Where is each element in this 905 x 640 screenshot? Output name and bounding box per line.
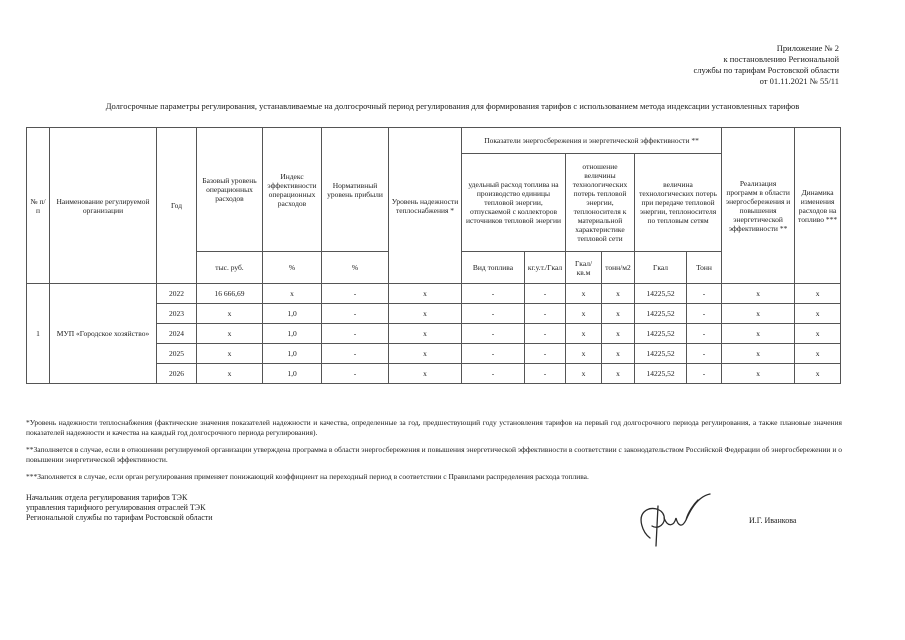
- cell: -: [687, 284, 722, 304]
- cell: -: [462, 304, 525, 324]
- cell: -: [687, 304, 722, 324]
- header-tech-losses: величина технологических потерь при передаче тепловой энергии, теплоносителя по тепловым сетям: [635, 154, 722, 252]
- appendix-line-2: к постановлению Региональной: [723, 54, 839, 64]
- cell: x: [389, 344, 462, 364]
- cell: x: [722, 284, 795, 304]
- cell: -: [525, 344, 566, 364]
- cell: x: [263, 284, 322, 304]
- cell: -: [525, 324, 566, 344]
- unit-fuel: кг.у.т./Гкал: [525, 252, 566, 284]
- cell: x: [566, 284, 602, 304]
- cell: x: [722, 304, 795, 324]
- row-num: 1: [27, 284, 50, 384]
- cell: -: [525, 364, 566, 384]
- unit-efficiency-index: %: [263, 252, 322, 284]
- cell: 14225,52: [635, 364, 687, 384]
- cell: 14225,52: [635, 324, 687, 344]
- cell: x: [602, 344, 635, 364]
- signer-line-1: Начальник отдела регулирования тарифов ТЭК: [26, 493, 188, 502]
- cell: x: [602, 304, 635, 324]
- cell: x: [566, 304, 602, 324]
- signer-line-2: управления тарифного регулирования отраслей ТЭК: [26, 503, 206, 512]
- cell: x: [602, 364, 635, 384]
- cell: x: [566, 324, 602, 344]
- footnotes: [26, 418, 842, 489]
- footnote-3: ***Заполняется в случае, если орган регулирования применяет понижающий коэффициент на переходный период в соответствии с Правилами распределения расхода топлива.: [26, 472, 589, 481]
- cell: -: [687, 364, 722, 384]
- cell: -: [322, 284, 389, 304]
- cell: x: [795, 284, 841, 304]
- cell: x: [197, 324, 263, 344]
- cell: -: [525, 304, 566, 324]
- header-specific-fuel: удельный расход топлива на производство единицы тепловой энергии, отпускаемой с коллекторов источников тепловой энергии: [462, 154, 566, 252]
- cell: -: [462, 364, 525, 384]
- header-energy-group: Показатели энергосбережения и энергетической эффективности **: [462, 128, 722, 154]
- cell: x: [566, 344, 602, 364]
- handwritten-signature: [628, 488, 718, 548]
- header-year: Год: [157, 128, 197, 284]
- cell: 1,0: [263, 304, 322, 324]
- cell: -: [525, 284, 566, 304]
- unit-fuel-type: Вид топлива: [462, 252, 525, 284]
- parameters-table: [26, 127, 841, 384]
- cell: 1,0: [263, 364, 322, 384]
- cell: 2026: [157, 364, 197, 384]
- cell: x: [795, 364, 841, 384]
- header-profit-level: Нормативный уровень прибыли: [322, 128, 389, 252]
- header-org-name: Наименование регулируемой организации: [50, 128, 157, 284]
- header-reliability: Уровень надежности теплоснабжения *: [389, 128, 462, 284]
- cell: -: [322, 324, 389, 344]
- cell: x: [795, 304, 841, 324]
- cell: x: [197, 304, 263, 324]
- signer-block: [26, 493, 213, 523]
- header-efficiency-index: Индекс эффективности операционных расходов: [263, 128, 322, 252]
- unit-tech-1: Гкал: [635, 252, 687, 284]
- cell: 16 666,69: [197, 284, 263, 304]
- cell: 1,0: [263, 324, 322, 344]
- unit-tech-2: Тонн: [687, 252, 722, 284]
- document-title: Долгосрочные параметры регулирования, устанавливаемые на долгосрочный период регулирования для формирования тарифов с использованием метода индексации установленных тарифов: [105, 101, 800, 111]
- header-dynamics: Динамика изменения расходов на топливо ***: [795, 128, 841, 284]
- cell: -: [462, 344, 525, 364]
- appendix-header: [693, 43, 839, 87]
- appendix-line-4: от 01.11.2021 № 55/11: [759, 76, 839, 86]
- cell: 2024: [157, 324, 197, 344]
- cell: x: [795, 324, 841, 344]
- unit-base-level: тыс. руб.: [197, 252, 263, 284]
- cell: x: [795, 344, 841, 364]
- cell: 2023: [157, 304, 197, 324]
- cell: -: [322, 364, 389, 384]
- cell: x: [389, 304, 462, 324]
- cell: 2025: [157, 344, 197, 364]
- cell: x: [602, 324, 635, 344]
- signer-name: И.Г. Иванкова: [749, 516, 797, 525]
- cell: x: [197, 344, 263, 364]
- cell: x: [389, 284, 462, 304]
- cell: -: [687, 344, 722, 364]
- unit-loss-2: тонн/м2: [602, 252, 635, 284]
- cell: -: [462, 324, 525, 344]
- footnote-1: *Уровень надежности теплоснабжения (фактические значения показателей надежности и качества, определенные за год, предшествующий году установления тарифов на первый год долгосрочного периода регулирования, а также плановые значения показателей надежности и качества на каждый год долгосрочного периода регулирования).: [26, 418, 842, 437]
- appendix-line-1: Приложение № 2: [776, 43, 839, 53]
- appendix-line-3: службы по тарифам Ростовской области: [693, 65, 839, 75]
- cell: x: [197, 364, 263, 384]
- cell: -: [687, 324, 722, 344]
- cell: x: [722, 324, 795, 344]
- cell: 14225,52: [635, 344, 687, 364]
- footnote-2: **Заполняется в случае, если в отношении регулируемой организации утверждена программа в области энергосбережения и повышения энергетической эффективности в соответствии с законодательством Российской Федерации об энергосбережении и о повышении энергетической эффективности.: [26, 445, 842, 464]
- cell: 14225,52: [635, 304, 687, 324]
- cell: -: [322, 304, 389, 324]
- cell: -: [322, 344, 389, 364]
- header-num: № п/п: [27, 128, 50, 284]
- unit-profit-level: %: [322, 252, 389, 284]
- cell: 14225,52: [635, 284, 687, 304]
- header-loss-ratio: отношение величины технологических потерь тепловой энергии, теплоносителя к материальной характеристике тепловой сети: [566, 154, 635, 252]
- unit-loss-1: Гкал/ кв.м: [566, 252, 602, 284]
- cell: -: [462, 284, 525, 304]
- cell: x: [389, 364, 462, 384]
- signer-line-3: Региональной службы по тарифам Ростовской области: [26, 513, 213, 522]
- header-programs: Реализация программ в области энергосбережения и повышения энергетической эффективности **: [722, 128, 795, 284]
- row-org-name: МУП «Городское хозяйство»: [50, 284, 157, 384]
- cell: x: [566, 364, 602, 384]
- cell: x: [722, 364, 795, 384]
- table-row: [27, 284, 841, 304]
- cell: x: [389, 324, 462, 344]
- cell: x: [602, 284, 635, 304]
- header-base-level: Базовый уровень операционных расходов: [197, 128, 263, 252]
- cell: 2022: [157, 284, 197, 304]
- cell: x: [722, 344, 795, 364]
- cell: 1,0: [263, 344, 322, 364]
